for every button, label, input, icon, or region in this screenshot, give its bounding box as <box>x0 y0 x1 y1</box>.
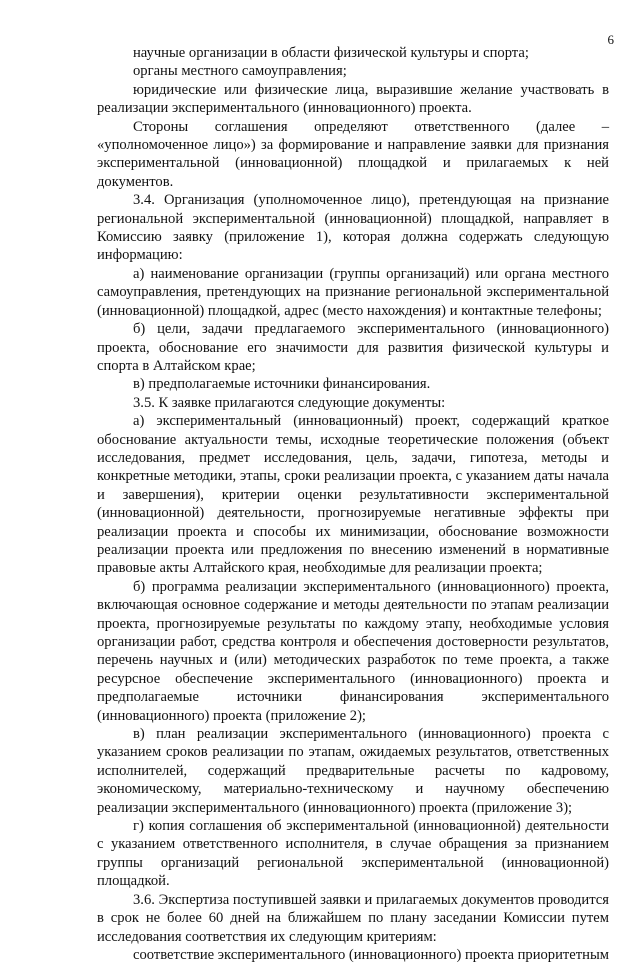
paragraph-3-5-a: а) экспериментальный (инновационный) проект, содержащий краткое обоснование актуальности темы, исходные теоретические положения (объект исследования, предмет исследования, цель, задачи, гипотеза, методы и конкретные методики, этапы, сроки реализации проекта, с указанием даты начала и завершения), критерии оценки результативности экспериментальной (инновационной) деятельности, прогнозируемые негативные эффекты при реализации проекта и способы их минимизации, обоснование возможности реализации проекта или предложения по внесению изменений в нормативные правовые акты Алтайского края, необходимые для реализации проекта; <box>97 413 609 577</box>
paragraph-criteria: соответствие экспериментального (инновационного) проекта приоритетным <box>133 946 609 963</box>
paragraph-3-5-g: г) копия соглашения об экспериментальной (инновационной) деятельности с указанием ответственного исполнителя, в случае обращения за признанием группы организаций региональной экспериментальной (инновационной) площадкой. <box>97 818 609 890</box>
paragraph-3-4-v: в) предполагаемые источники финансирования. <box>133 376 431 393</box>
paragraph-3-4: 3.4. Организация (уполномоченное лицо), претендующая на признание региональной экспериментальной (инновационной) площадкой, направляет в Комиссию заявку (приложение 1), которая должна содержать следующую информацию: <box>97 192 609 264</box>
paragraph-3-5-v: в) план реализации экспериментального (инновационного) проекта с указанием сроков реализации по этапам, ожидаемых результатов, ответственных исполнителей, содержащий предварительные расчеты по кадровому, экономическому, материально-техническому и научному обеспечению реализации экспериментального (инновационного) проекта (приложение 3); <box>97 726 609 816</box>
paragraph-parties: Стороны соглашения определяют ответственного (далее – «уполномоченное лицо») за формирование и направление заявки для признания экспериментальной (инновационной) площадкой и прилагаемых к ней документов. <box>97 118 609 190</box>
paragraph-list-item: юридические или физические лица, выразившие желание участвовать в реализации экспериментального (инновационного) проекта. <box>97 81 609 117</box>
paragraph-3-4-a: а) наименование организации (группы организаций) или органа местного самоуправления, претендующих на признание региональной экспериментальной (инновационной) площадкой, адрес (место нахождения) и контактные телефоны; <box>97 265 609 319</box>
paragraph-list-item: органы местного самоуправления; <box>133 63 347 80</box>
paragraph-list-item: научные организации в области физической культуры и спорта; <box>133 45 529 61</box>
page-number: 6 <box>607 32 614 47</box>
paragraph-3-6: 3.6. Экспертиза поступившей заявки и прилагаемых документов проводится в срок не более 60 дней на ближайшем по плану заседании Комиссии путем исследования соответствия их следующим критериям: <box>97 891 609 945</box>
paragraph-3-5-b: б) программа реализации экспериментального (инновационного) проекта, включающая основное содержание и методы деятельности по этапам реализации проекта, прогнозируемые результаты по каждому этапу, необходимые условия организации работ, средства контроля и обеспечения достоверности результатов, перечень научных и (или) методических разработок по теме проекта, а также ресурсное обеспечение экспериментального (инновационного) проекта и предполагаемые источники финансирования экспериментального (инновационного) проекта (приложение 2); <box>97 578 609 724</box>
document-body <box>97 44 609 964</box>
paragraph-3-4-b: б) цели, задачи предлагаемого экспериментального (инновационного) проекта, обоснование его значимости для развития физической культуры и спорта в Алтайском крае; <box>97 321 609 374</box>
paragraph-3-5: 3.5. К заявке прилагаются следующие документы: <box>133 394 446 411</box>
